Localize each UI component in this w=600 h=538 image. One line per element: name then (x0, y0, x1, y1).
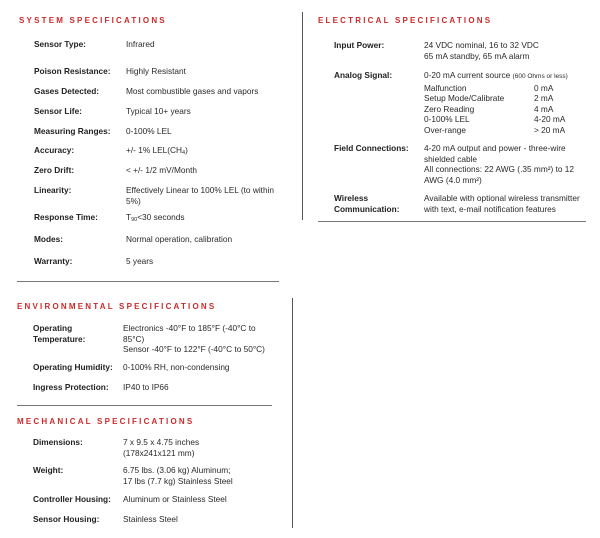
input-power-label: Input Power: (334, 40, 385, 50)
analog-level-value: > 20 mA (534, 124, 566, 135)
input-power-line1: 24 VDC nominal, 16 to 32 VDC (424, 40, 539, 50)
spec-row (33, 382, 283, 393)
analog-level-name: Setup Mode/Calibrate (424, 93, 505, 103)
environmental-divider (17, 405, 272, 406)
input-power-row (334, 40, 584, 61)
operating-temperature-label-line1: Operating (33, 323, 73, 333)
electrical-divider (318, 221, 586, 222)
weight-line2: 17 lbs (7.7 kg) Stainless Steel (123, 475, 233, 486)
spec-value: IP40 to IP66 (123, 382, 169, 392)
spec-row (34, 165, 286, 176)
spec-value: Normal operation, calibration (126, 234, 233, 244)
field-connections-label: Field Connections: (334, 143, 409, 153)
column-divider-bottom (292, 298, 293, 528)
spec-label: Linearity: (34, 185, 72, 195)
mechanical-specs-heading: MECHANICAL SPECIFICATIONS (17, 417, 195, 426)
spec-row (34, 126, 286, 137)
operating-temperature-row (33, 323, 268, 355)
spec-value-prefix: T (126, 212, 132, 222)
spec-row (33, 514, 283, 525)
spec-label: Measuring Ranges: (34, 126, 111, 136)
spec-row (33, 494, 283, 505)
spec-value: Typical 10+ years (126, 106, 191, 116)
spec-value: Most combustible gases and vapors (126, 86, 259, 96)
weight-label: Weight: (33, 465, 64, 475)
spec-label: Accuracy: (34, 145, 75, 155)
electrical-specs-heading: ELECTRICAL SPECIFICATIONS (318, 16, 493, 25)
spec-row (34, 86, 286, 97)
column-divider-top (302, 12, 303, 220)
spec-row (34, 39, 286, 50)
weight-row (33, 465, 273, 486)
analog-level-value: 0 mA (534, 82, 554, 93)
wireless-label-line2: Communication: (334, 203, 400, 214)
analog-level-name: 0-100% LEL (424, 114, 470, 124)
weight-line1: 6.75 lbs. (3.06 kg) Aluminum; (123, 465, 231, 475)
field-connections-row (334, 143, 584, 185)
spec-value: Effectively Linear to 100% LEL (to within 5%) (126, 185, 275, 206)
spec-label: Response Time: (34, 212, 98, 222)
input-power-line2: 65 mA standby, 65 mA alarm (424, 50, 530, 61)
spec-label: Ingress Protection: (33, 382, 109, 392)
spec-value: Aluminum or Stainless Steel (123, 494, 227, 504)
dimensions-row (33, 437, 273, 458)
spec-value: Highly Resistant (126, 66, 186, 76)
spec-label: Operating Humidity: (33, 362, 113, 372)
operating-temperature-line2: Sensor -40°F to 122°F (-40°C to 50°C) (123, 344, 265, 354)
analog-signal-label: Analog Signal: (334, 70, 393, 80)
spec-value-subscript: 90 (131, 217, 138, 223)
analog-signal-row (334, 70, 594, 135)
spec-value (126, 145, 286, 159)
analog-signal-note: (600 Ohms or less) (512, 73, 568, 80)
operating-temperature-label-line2: Temperature: (33, 333, 86, 344)
spec-label: Sensor Type: (34, 39, 86, 49)
wireless-label-line1: Wireless (334, 193, 369, 203)
spec-value: 0-100% RH, non-condensing (123, 362, 230, 372)
spec-label: Sensor Life: (34, 106, 82, 116)
dimensions-label: Dimensions: (33, 437, 83, 447)
analog-signal-line1: 0-20 mA current source (424, 70, 511, 80)
spec-value-prefix: +/- 1% LEL(CH (126, 145, 183, 155)
spec-value: 5 years (126, 256, 154, 266)
spec-value: Stainless Steel (123, 514, 178, 524)
operating-temperature-line1: Electronics -40°F to 185°F (-40°C to 85°C) (123, 323, 256, 344)
spec-row (34, 256, 286, 267)
spec-value: 0-100% LEL (126, 126, 172, 136)
wireless-value: Available with optional wireless transmitter with text, e-mail notification features (424, 193, 580, 214)
spec-label: Controller Housing: (33, 494, 111, 504)
field-connections-line2: All connections: 22 AWG (.35 mm²) to 12 AWG (4.0 mm²) (424, 164, 575, 185)
dimensions-line2: (178x241x121 mm) (123, 447, 195, 458)
spec-value (126, 212, 286, 226)
analog-signal-levels (424, 83, 594, 136)
spec-row (34, 234, 286, 245)
spec-row (33, 362, 283, 373)
analog-level-name: Zero Reading (424, 103, 475, 114)
analog-level-value: 2 mA (534, 93, 554, 103)
spec-label: Warranty: (34, 256, 73, 266)
spec-row (34, 145, 286, 159)
analog-level-value: 4 mA (534, 103, 554, 114)
analog-level-name: Malfunction (424, 82, 467, 93)
spec-label: Gases Detected: (34, 86, 100, 96)
field-connections-line1: 4-20 mA output and power - three-wire shielded cable (424, 143, 566, 164)
analog-level-name: Over-range (424, 124, 466, 135)
spec-row (34, 106, 286, 117)
environmental-specs-heading: ENVIRONMENTAL SPECIFICATIONS (17, 302, 217, 311)
spec-row (34, 212, 286, 226)
wireless-row (334, 193, 584, 214)
spec-label: Zero Drift: (34, 165, 75, 175)
spec-label: Modes: (34, 234, 64, 244)
dimensions-line1: 7 x 9.5 x 4.75 inches (123, 437, 200, 447)
spec-value: Infrared (126, 39, 155, 49)
system-divider (17, 281, 279, 282)
spec-label: Poison Resistance: (34, 66, 111, 76)
spec-value-suffix: ) (185, 145, 188, 155)
spec-value-subscript: 4 (182, 150, 186, 156)
analog-level-value: 4-20 mA (534, 114, 566, 124)
system-specs-heading: SYSTEM SPECIFICATIONS (19, 16, 167, 25)
spec-row (34, 66, 286, 77)
spec-value: < +/- 1/2 mV/Month (126, 165, 198, 175)
spec-row (34, 185, 286, 206)
spec-value-suffix: <30 seconds (137, 212, 185, 222)
spec-label: Sensor Housing: (33, 514, 100, 524)
